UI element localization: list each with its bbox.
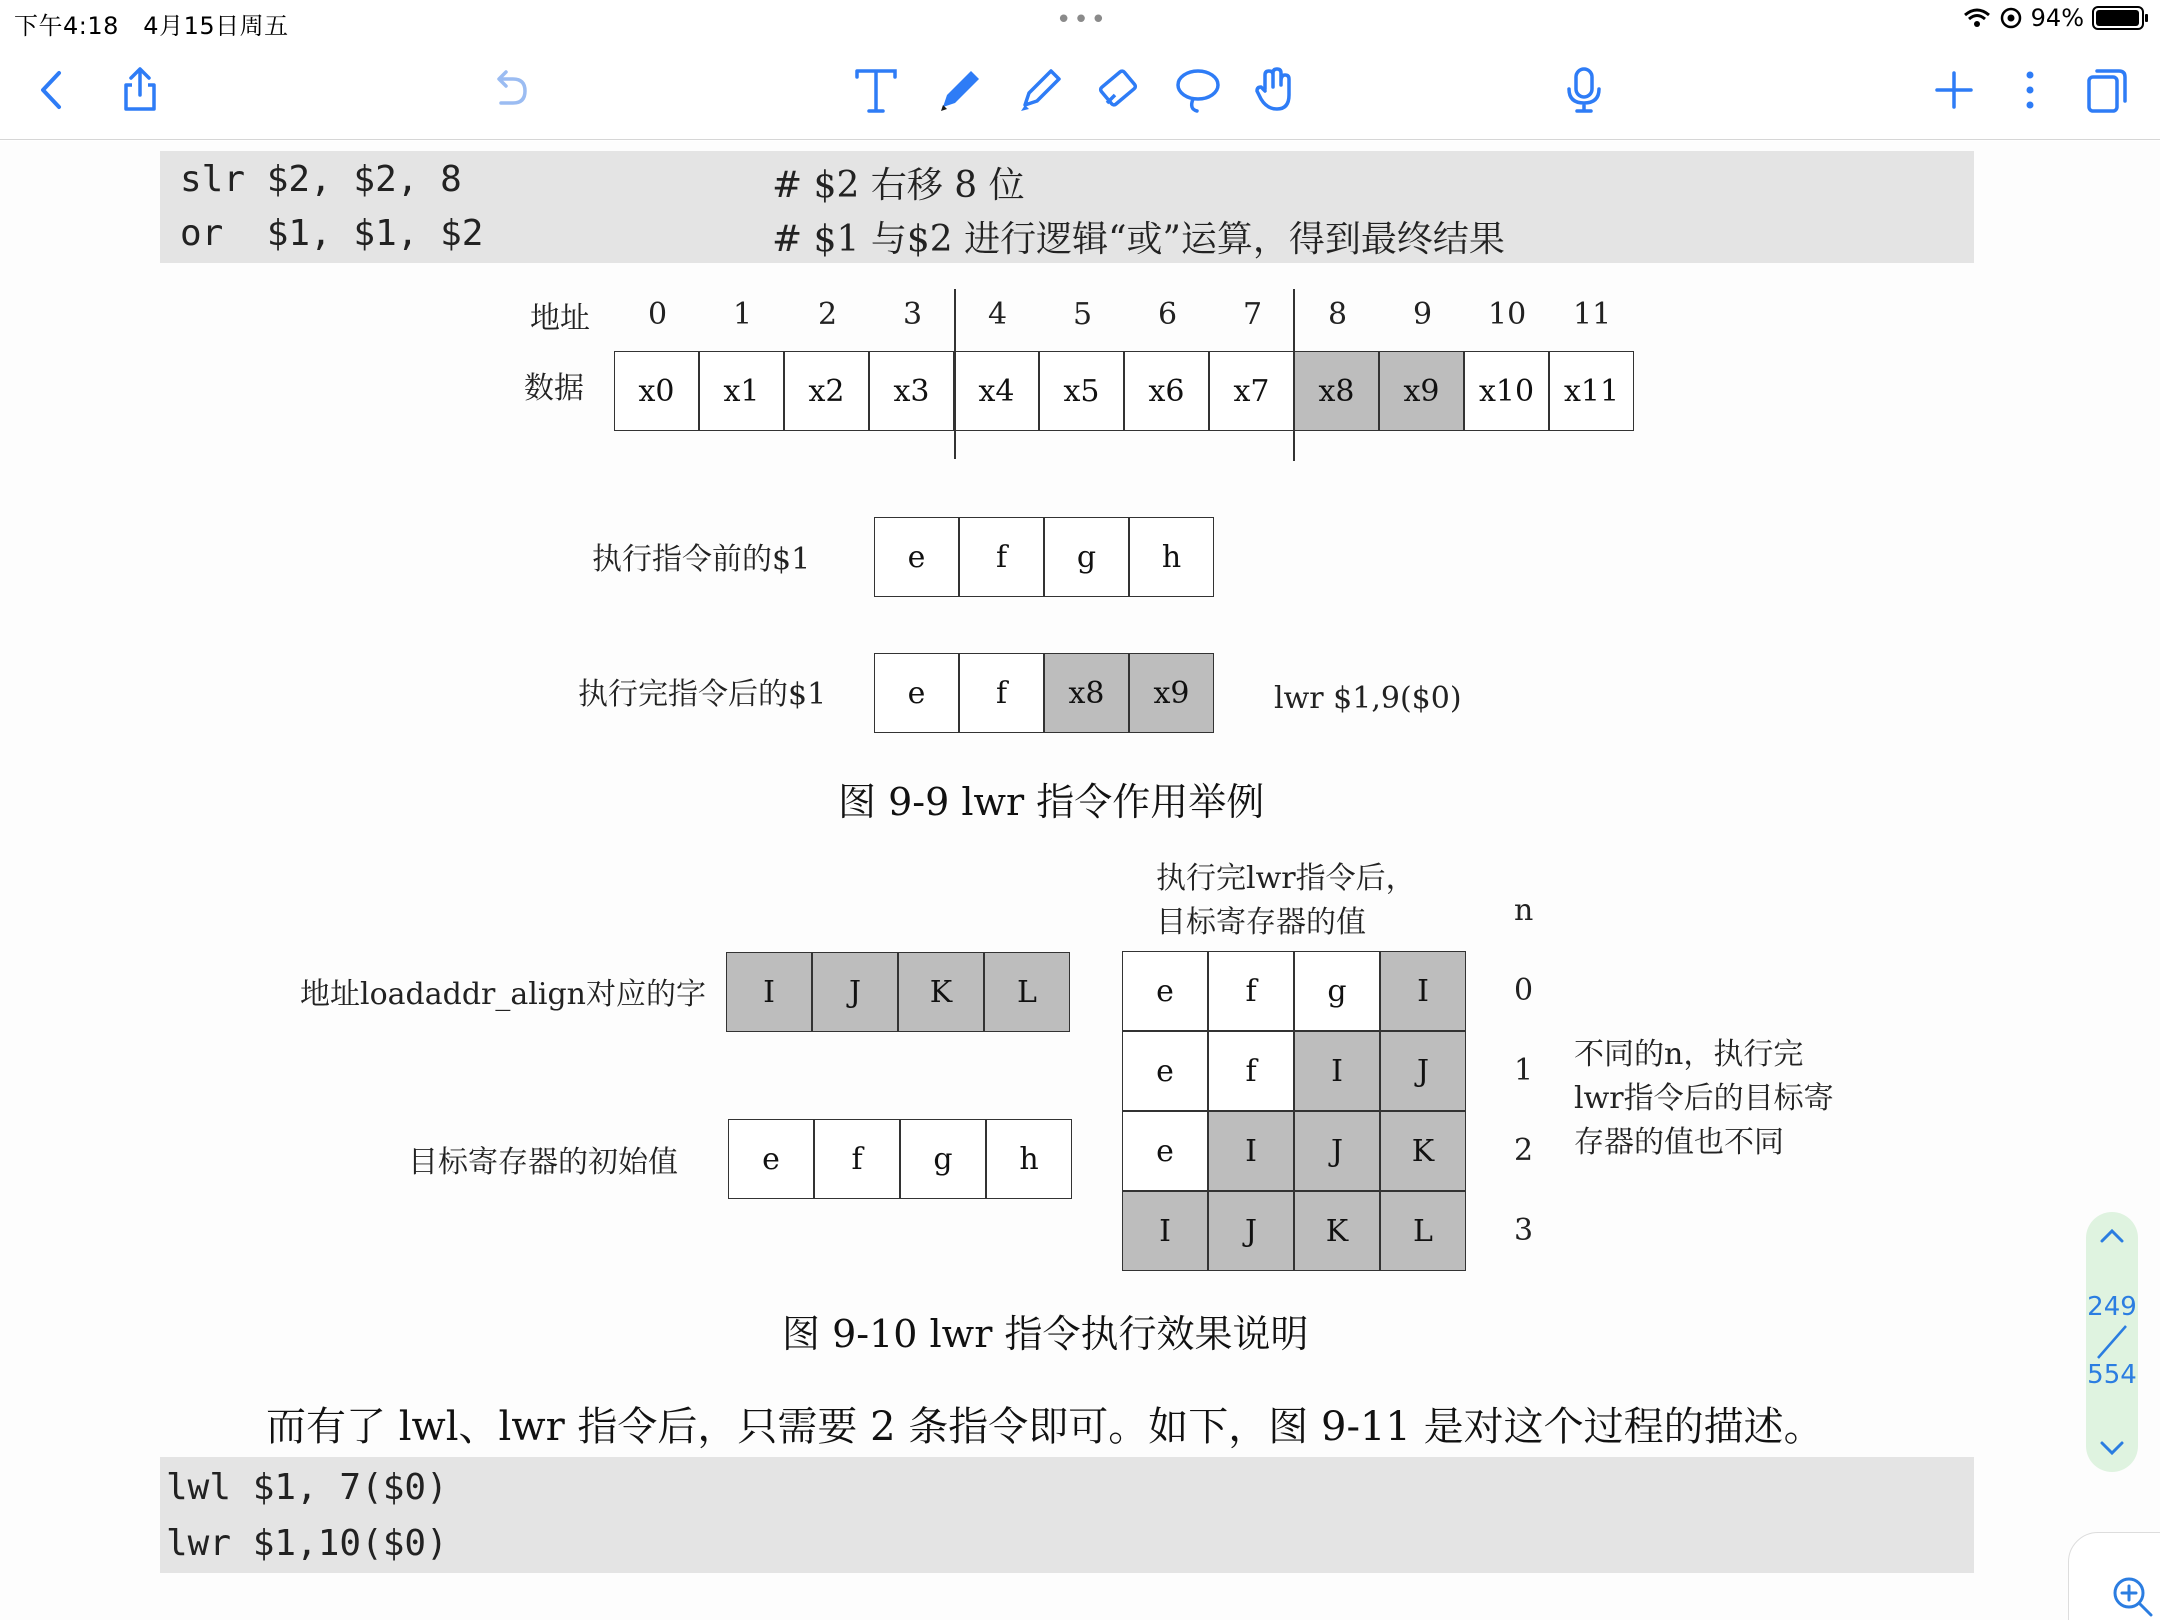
result-cell: I xyxy=(1208,1111,1294,1191)
battery-percent: 94% xyxy=(2030,4,2084,32)
n-value: 3 xyxy=(1514,1213,1534,1248)
microphone-icon[interactable] xyxy=(1554,60,1614,120)
memory-cell: x0 xyxy=(614,351,699,431)
note-text: lwr指令后的目标寄 xyxy=(1574,1081,1834,1116)
code-block-top xyxy=(160,151,1974,263)
register-cell: h xyxy=(1129,517,1214,597)
total-pages: 554 xyxy=(2087,1360,2137,1390)
battery-icon xyxy=(2092,6,2144,30)
code-line: or $1, $1, $2 xyxy=(180,213,484,254)
result-cell: e xyxy=(1122,951,1208,1031)
pages-icon[interactable] xyxy=(2076,60,2136,120)
word-cell: I xyxy=(726,952,812,1032)
document-page[interactable] xyxy=(0,141,2160,1620)
address-value: 2 xyxy=(818,297,838,332)
result-cell: J xyxy=(1208,1191,1294,1271)
n-value: 2 xyxy=(1514,1133,1534,1168)
address-value: 9 xyxy=(1413,297,1433,332)
zoom-button[interactable] xyxy=(2068,1532,2160,1620)
init-cell: h xyxy=(986,1119,1072,1199)
memory-cell: x3 xyxy=(869,351,954,431)
register-cell: f xyxy=(959,653,1044,733)
address-value: 4 xyxy=(988,297,1008,332)
zoom-in-icon[interactable] xyxy=(2111,1575,2153,1617)
status-bar xyxy=(0,0,2160,40)
register-cell: f xyxy=(959,517,1044,597)
text-tool-icon[interactable] xyxy=(846,60,906,120)
address-value: 7 xyxy=(1243,297,1263,332)
note-text: 不同的n，执行完 xyxy=(1574,1037,1804,1072)
lasso-icon[interactable] xyxy=(1168,60,1228,120)
page-separator xyxy=(2094,1324,2130,1360)
pen-icon[interactable] xyxy=(930,60,990,120)
status-right xyxy=(1963,4,2144,32)
init-cell: e xyxy=(728,1119,814,1199)
highlighter-icon[interactable] xyxy=(1010,60,1070,120)
address-value: 8 xyxy=(1328,297,1348,332)
hand-pointer-icon[interactable] xyxy=(1246,60,1306,120)
memory-cell: x4 xyxy=(954,351,1039,431)
note-text: 存器的值也不同 xyxy=(1574,1125,1784,1160)
share-icon[interactable] xyxy=(110,60,170,120)
result-cell: J xyxy=(1294,1111,1380,1191)
more-icon[interactable] xyxy=(2000,60,2060,120)
chevron-up-icon[interactable] xyxy=(2098,1226,2126,1246)
address-value: 3 xyxy=(903,297,923,332)
code-line: lwl $1, 7($0) xyxy=(166,1467,448,1508)
result-header: 目标寄存器的值 xyxy=(1156,905,1366,940)
data-label: 数据 xyxy=(524,371,584,406)
multitasking-dots-icon[interactable]: ••• xyxy=(1056,5,1109,35)
register-cell: x8 xyxy=(1044,653,1129,733)
code-line: lwr $1,10($0) xyxy=(166,1523,448,1564)
address-value: 6 xyxy=(1158,297,1178,332)
word-label: 地址loadaddr_align对应的字 xyxy=(300,977,706,1012)
status-time-date: 下午4:18 4月15日周五 xyxy=(14,12,289,40)
word-cell: K xyxy=(898,952,984,1032)
wifi-icon xyxy=(1963,7,1991,29)
result-cell: I xyxy=(1380,951,1466,1031)
memory-cell: x6 xyxy=(1124,351,1209,431)
toolbar xyxy=(0,40,2160,140)
result-cell: I xyxy=(1122,1191,1208,1271)
memory-cell: x10 xyxy=(1464,351,1549,431)
result-header: 执行完lwr指令后， xyxy=(1156,861,1416,896)
word-cell: L xyxy=(984,952,1070,1032)
address-value: 11 xyxy=(1573,297,1612,332)
memory-cell: x8 xyxy=(1294,351,1379,431)
register-cell: e xyxy=(874,653,959,733)
add-icon[interactable] xyxy=(1924,60,1984,120)
code-comment: # $1 与$2 进行逻辑“或”运算，得到最终结果 xyxy=(772,219,1505,260)
memory-cell: x5 xyxy=(1039,351,1124,431)
code-block-bottom xyxy=(160,1457,1974,1573)
memory-cell: x1 xyxy=(699,351,784,431)
word-boundary-line xyxy=(1293,289,1295,461)
register-cell: e xyxy=(874,517,959,597)
memory-cell: x2 xyxy=(784,351,869,431)
result-cell: e xyxy=(1122,1111,1208,1191)
n-value: 1 xyxy=(1514,1053,1534,1088)
init-cell: f xyxy=(814,1119,900,1199)
address-value: 10 xyxy=(1488,297,1527,332)
chevron-down-icon[interactable] xyxy=(2098,1438,2126,1458)
code-line: slr $2, $2, 8 xyxy=(180,159,462,200)
after-label: 执行完指令后的$1 xyxy=(578,677,827,712)
before-label: 执行指令前的$1 xyxy=(592,542,811,577)
figure-caption: 图 9-9 lwr 指令作用举例 xyxy=(838,780,1265,824)
register-cell: g xyxy=(1044,517,1129,597)
address-value: 5 xyxy=(1073,297,1093,332)
n-value: 0 xyxy=(1514,973,1534,1008)
memory-cell: x11 xyxy=(1549,351,1634,431)
result-cell: I xyxy=(1294,1031,1380,1111)
word-boundary-line xyxy=(954,289,956,459)
location-lock-icon xyxy=(1999,6,2023,30)
n-label: n xyxy=(1514,893,1534,928)
address-label: 地址 xyxy=(530,301,590,336)
undo-icon[interactable] xyxy=(478,60,538,120)
back-chevron-icon[interactable] xyxy=(22,60,82,120)
address-value: 1 xyxy=(733,297,753,332)
code-comment: # $2 右移 8 位 xyxy=(772,165,1025,206)
word-cell: J xyxy=(812,952,898,1032)
address-value: 0 xyxy=(648,297,668,332)
memory-cell: x9 xyxy=(1379,351,1464,431)
memory-cell: x7 xyxy=(1209,351,1294,431)
page-scroller[interactable] xyxy=(2086,1212,2138,1472)
body-paragraph: 而有了 lwl、lwr 指令后，只需要 2 条指令即可。如下，图 9-11 是对这个过程的描述。 xyxy=(266,1404,1824,1450)
eraser-icon[interactable] xyxy=(1088,60,1148,120)
result-cell: J xyxy=(1380,1031,1466,1111)
figure-caption: 图 9-10 lwr 指令执行效果说明 xyxy=(782,1312,1309,1356)
result-cell: e xyxy=(1122,1031,1208,1111)
result-cell: g xyxy=(1294,951,1380,1031)
current-page: 249 xyxy=(2087,1292,2137,1322)
init-label: 目标寄存器的初始值 xyxy=(408,1145,678,1180)
instruction-label: lwr $1,9($0) xyxy=(1274,681,1462,716)
result-cell: f xyxy=(1208,951,1294,1031)
result-cell: K xyxy=(1294,1191,1380,1271)
register-cell: x9 xyxy=(1129,653,1214,733)
result-cell: L xyxy=(1380,1191,1466,1271)
result-cell: f xyxy=(1208,1031,1294,1111)
init-cell: g xyxy=(900,1119,986,1199)
result-cell: K xyxy=(1380,1111,1466,1191)
